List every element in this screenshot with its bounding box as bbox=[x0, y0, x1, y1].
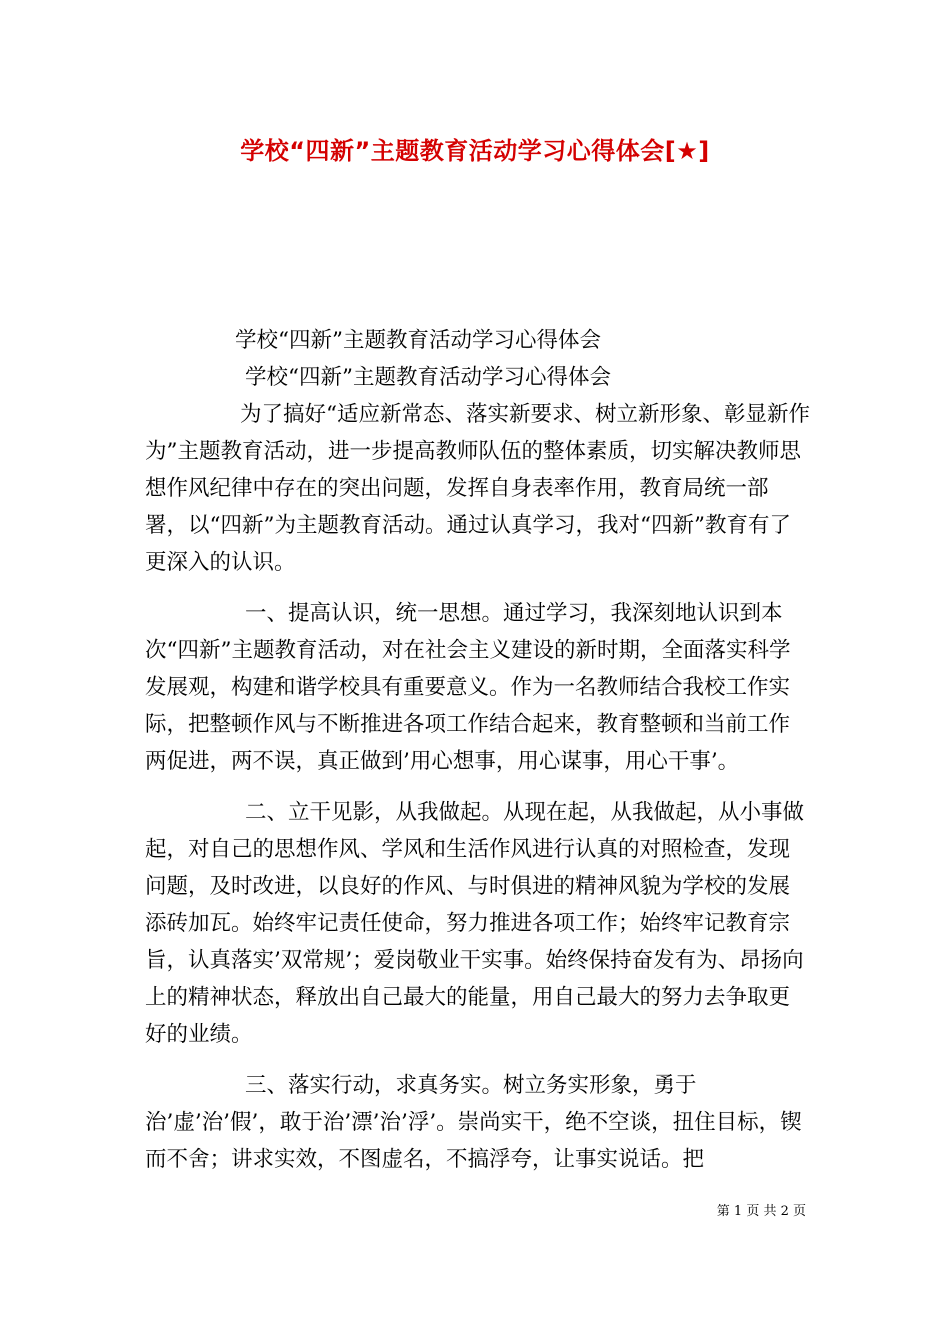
subtitle-line-2: 学校“四新”主题教育活动学习心得体会 bbox=[245, 365, 611, 390]
document-body bbox=[145, 322, 810, 1178]
paragraph-section-1: 一、提高认识，统一思想。通过学习，我深刻地认识到本次“四新”主题教育活动，对在社会主义建设的新时期，全面落实科学发展观，构建和谐学校具有重要意义。作为一名教师结合我校工作实际，把整顿作风与不断推进各项工作结合起来，教育整顿和当前工作两促进，两不误，真正做到’用心想事，用心谋事，用心干事’。 bbox=[145, 601, 791, 774]
page-number-footer: 第 1 页 共 2 页 bbox=[716, 1204, 806, 1219]
paragraph-section-3: 三、落实行动，求真务实。树立务实形象，勇于治’虚’治’假’，敢于治’漂’治’浮’。崇尚实干，绝不空谈，扭住目标，锲而不舍；讲求实效，不图虚名，不搞浮夸，让事实说话。把 bbox=[145, 1073, 802, 1172]
paragraph-intro: 为了搞好“适应新常态、落实新要求、树立新形象、彰显新作为”主题教育活动，进一步提高教师队伍的整体素质，切实解决教师思想作风纪律中存在的突出问题，发挥自身表率作用，教育局统一部署，以“四新”为主题教育活动。通过认真学习，我对“四新”教育有了更深入的认识。 bbox=[145, 402, 810, 575]
paragraph-section-2: 二、立干见影，从我做起。从现在起，从我做起，从小事做起，对自己的思想作风、学风和生活作风进行认真的对照检查，发现问题，及时改进，以良好的作风、与时俱进的精神风貌为学校的发展添砖加瓦。始终牢记责任使命，努力推进各项工作；始终牢记教育宗旨，认真落实’双常规’；爱岗敬业干实事。始终保持奋发有为、昂扬向上的精神状态，释放出自己最大的能量，用自己最大的努力去争取更好的业绩。 bbox=[145, 800, 805, 1047]
subtitle-line-1: 学校“四新”主题教育活动学习心得体会 bbox=[235, 328, 601, 353]
document-title: 学校“四新”主题教育活动学习心得体会[★] bbox=[240, 137, 710, 165]
